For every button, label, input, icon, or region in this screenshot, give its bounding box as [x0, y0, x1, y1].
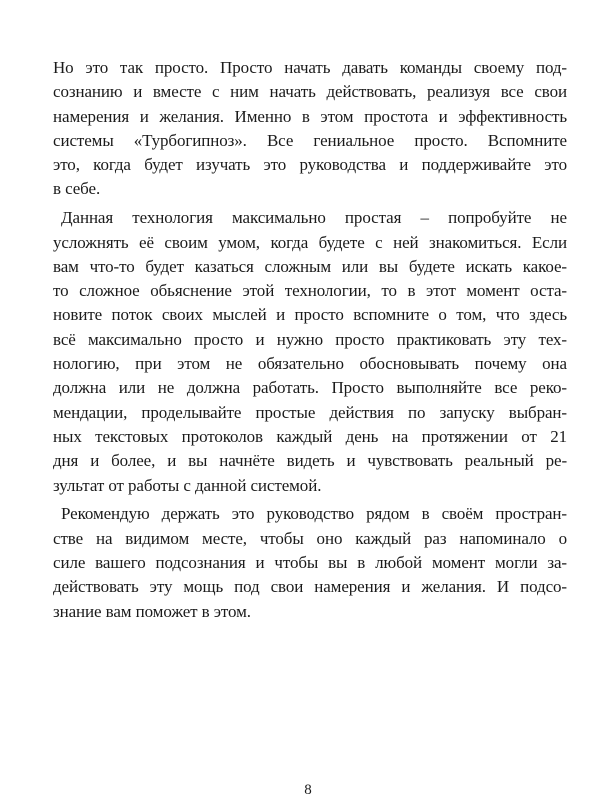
- text-line: Но это так просто. Просто начать давать команды своему под-: [53, 58, 567, 77]
- text-line: то сложное обьяснение этой технологии, то в этот момент оста-: [53, 281, 567, 301]
- page-number: 8: [304, 782, 312, 798]
- text-line: всё максимально просто и нужно просто практиковать эту тех-: [53, 329, 567, 349]
- text-line: Рекомендую держать это руководство рядом в своём простран-: [61, 504, 567, 524]
- paragraph: [53, 56, 567, 202]
- text-line: зультат от работы с данной системой.: [53, 475, 322, 495]
- body-text: [53, 56, 567, 624]
- text-line: вам что-то будет казаться сложным или вы будете искать какое-: [53, 256, 567, 276]
- text-line: это, когда будет изучать это руководства и поддерживайте это: [53, 155, 567, 175]
- text-line: новите поток своих мыслей и просто вспомните о том, что здесь: [53, 305, 567, 325]
- text-line: намерения и желания. Именно в этом простота и эффективность: [53, 106, 567, 126]
- text-line: в себе.: [53, 179, 101, 199]
- text-line: должна или не должна работать. Просто выполняйте все реко-: [53, 378, 567, 398]
- text-line: сознанию и вместе с ним начать действовать, реализуя все свои: [53, 82, 567, 102]
- text-line: стве на видимом месте, чтобы оно каждый раз напоминало о: [53, 528, 567, 548]
- text-line: мендации, проделывайте простые действия по запуску выбран-: [53, 402, 567, 422]
- text-line: силе вашего подсознания и чтобы вы в любой момент могли за-: [53, 552, 567, 572]
- text-line: системы «Турбогипноз». Все гениальное просто. Вспомните: [53, 130, 567, 150]
- text-line: ных текстовых протоколов каждый день на протяжении от 21: [53, 426, 567, 446]
- text-line: действовать эту мощь под свои намерения и желания. И подсо-: [53, 577, 567, 597]
- text-line: знание вам поможет в этом.: [53, 601, 251, 621]
- paragraph: [53, 206, 567, 498]
- text-line: дня и более, и вы начнёте видеть и чувствовать реальный ре-: [53, 451, 567, 471]
- text-line: усложнять её своим умом, когда будете с ней знакомиться. Если: [53, 232, 567, 252]
- text-line: Данная технология максимально простая – попробуйте не: [61, 208, 567, 228]
- text-line: нологию, при этом не обязательно обосновывать почему она: [53, 354, 567, 374]
- paragraph: [53, 502, 567, 623]
